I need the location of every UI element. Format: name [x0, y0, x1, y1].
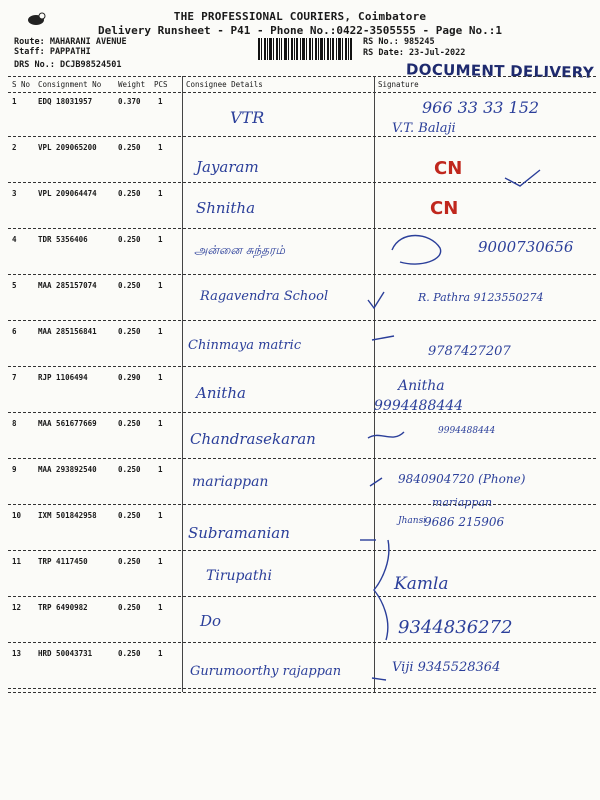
row-separator: [8, 412, 596, 413]
table-row: [0, 370, 600, 414]
signature-handwritten: 9994488444: [438, 426, 496, 436]
consignee-handwritten: Chandrasekaran: [190, 430, 316, 448]
row-separator: [8, 642, 596, 643]
row-pcs: 1: [158, 281, 163, 290]
row-consignment-no: HRD 50043731: [38, 649, 93, 658]
consignee-handwritten: Gurumoorthy rajappan: [190, 664, 342, 679]
row-pcs: 1: [158, 557, 163, 566]
row-consignment-no: IXM 501842958: [38, 511, 97, 520]
consignee-handwritten: Chinmaya matric: [188, 338, 302, 353]
consignee-handwritten: Jayaram: [196, 158, 259, 176]
signature-handwritten: 9686 215906: [424, 515, 505, 529]
row-weight: 0.250: [118, 465, 141, 474]
route-label: Route: MAHARANI AVENUE: [14, 37, 127, 47]
row-sno: 5: [12, 281, 17, 290]
col-pcs: PCS: [154, 80, 168, 89]
signature-handwritten: 9840904720 (Phone): [398, 472, 526, 486]
row-sno: 8: [12, 419, 17, 428]
row-consignment-no: TDR 5356406: [38, 235, 88, 244]
rs-number: RS No.: 985245: [363, 37, 435, 47]
col-sno: S No: [12, 80, 31, 89]
signature-handwritten: 9344836272: [398, 617, 513, 638]
col-signature: Signature: [378, 80, 419, 89]
table-row: [0, 554, 600, 598]
consignee-handwritten: அன்னை சுந்தரம்: [194, 243, 285, 257]
rs-date: RS Date: 23-Jul-2022: [363, 48, 466, 58]
row-weight: 0.250: [118, 235, 141, 244]
table-row: [0, 140, 600, 184]
signature-handwritten: R. Pathra 9123550274: [418, 291, 544, 304]
signature-handwritten: Viji 9345528364: [392, 660, 501, 675]
barcode-icon: [258, 38, 352, 60]
signature-handwritten-secondary: mariappan: [432, 496, 493, 509]
row-weight: 0.250: [118, 603, 141, 612]
consignee-handwritten: Ragavendra School: [200, 289, 329, 304]
header-bottom-rule: [8, 92, 596, 93]
row-pcs: 1: [158, 649, 163, 658]
row-separator: [8, 136, 596, 137]
row-pcs: 1: [158, 419, 163, 428]
row-separator: [8, 182, 596, 183]
row-sno: 3: [12, 189, 17, 198]
row-pcs: 1: [158, 603, 163, 612]
row-weight: 0.250: [118, 557, 141, 566]
row-separator: [8, 458, 596, 459]
row-pcs: 1: [158, 143, 163, 152]
row-consignment-no: MAA 285156841: [38, 327, 97, 336]
row-separator: [8, 228, 596, 229]
row-pcs: 1: [158, 373, 163, 382]
row-sno: 11: [12, 557, 22, 566]
row-weight: 0.250: [118, 649, 141, 658]
consignee-handwritten: VTR: [230, 108, 265, 127]
row-consignment-no: EDQ 18031957: [38, 97, 93, 106]
row-weight: 0.250: [118, 281, 141, 290]
row-sno: 12: [12, 603, 22, 612]
row-weight: 0.370: [118, 97, 141, 106]
row-separator: [8, 366, 596, 367]
signature-handwritten: Kamla: [394, 574, 449, 594]
row-weight: 0.250: [118, 419, 141, 428]
runsheet-subtitle: Delivery Runsheet - P41 - Phone No.:0422-3505555 - Page No.:1: [98, 24, 502, 37]
row-weight: 0.250: [118, 511, 141, 520]
consignee-handwritten: mariappan: [192, 474, 269, 490]
row-separator: [8, 596, 596, 597]
row-pcs: 1: [158, 511, 163, 520]
row-separator: [8, 320, 596, 321]
col-consignee: Consignee Details: [186, 80, 263, 89]
col-weight: Weight: [118, 80, 146, 89]
table-row: [0, 186, 600, 230]
row-separator: [8, 504, 596, 505]
signature-handwritten: Anitha: [398, 378, 445, 394]
row-consignment-no: MAA 293892540: [38, 465, 97, 474]
row-sno: 1: [12, 97, 17, 106]
company-title: THE PROFESSIONAL COURIERS, Coimbatore: [173, 10, 427, 23]
signature-handwritten-secondary: Jhansi: [398, 516, 427, 526]
row-weight: 0.250: [118, 189, 141, 198]
row-consignment-no: TRP 6490982: [38, 603, 88, 612]
row-sno: 6: [12, 327, 17, 336]
signature-handwritten: 9787427207: [428, 344, 511, 359]
consignee-handwritten: Anitha: [196, 384, 246, 402]
row-sno: 13: [12, 649, 22, 658]
row-consignment-no: VPL 209065200: [38, 143, 97, 152]
signature-handwritten: CN: [430, 198, 459, 219]
drs-number: DRS No.: DCJB98524501: [14, 60, 122, 70]
row-pcs: 1: [158, 327, 163, 336]
row-weight: 0.290: [118, 373, 141, 382]
row-separator: [8, 550, 596, 551]
row-weight: 0.250: [118, 143, 141, 152]
row-sno: 10: [12, 511, 22, 520]
row-consignment-no: VPL 209064474: [38, 189, 97, 198]
row-sno: 9: [12, 465, 17, 474]
row-consignment-no: RJP 1106494: [38, 373, 88, 382]
signature-handwritten: 966 33 33 152: [422, 98, 540, 117]
consignee-handwritten: Do: [200, 612, 222, 630]
signature-handwritten-secondary: V.T. Balaji: [392, 121, 456, 136]
col-consignment: Consignment No: [38, 80, 102, 89]
table-bottom-rule: [8, 692, 596, 693]
row-pcs: 1: [158, 465, 163, 474]
signature-handwritten: 9000730656: [478, 238, 574, 256]
signature-handwritten: CN: [434, 158, 463, 179]
document-delivery-stamp: DOCUMENT DELIVERY: [405, 60, 595, 82]
consignee-handwritten: Tirupathi: [206, 568, 272, 584]
row-pcs: 1: [158, 189, 163, 198]
row-consignment-no: MAA 285157074: [38, 281, 97, 290]
header-top-rule: [8, 76, 596, 77]
row-consignment-no: TRP 4117450: [38, 557, 88, 566]
table-row: [0, 508, 600, 552]
row-weight: 0.250: [118, 327, 141, 336]
row-consignment-no: MAA 561677669: [38, 419, 97, 428]
row-sno: 7: [12, 373, 17, 382]
consignee-handwritten: Shnitha: [196, 199, 256, 217]
row-sno: 2: [12, 143, 17, 152]
row-separator: [8, 688, 596, 689]
row-pcs: 1: [158, 235, 163, 244]
row-separator: [8, 274, 596, 275]
row-pcs: 1: [158, 97, 163, 106]
staff-label: Staff: PAPPATHI: [14, 47, 91, 57]
signature-handwritten-secondary: 9994488444: [374, 398, 464, 414]
row-sno: 4: [12, 235, 17, 244]
consignee-handwritten: Subramanian: [188, 524, 290, 542]
